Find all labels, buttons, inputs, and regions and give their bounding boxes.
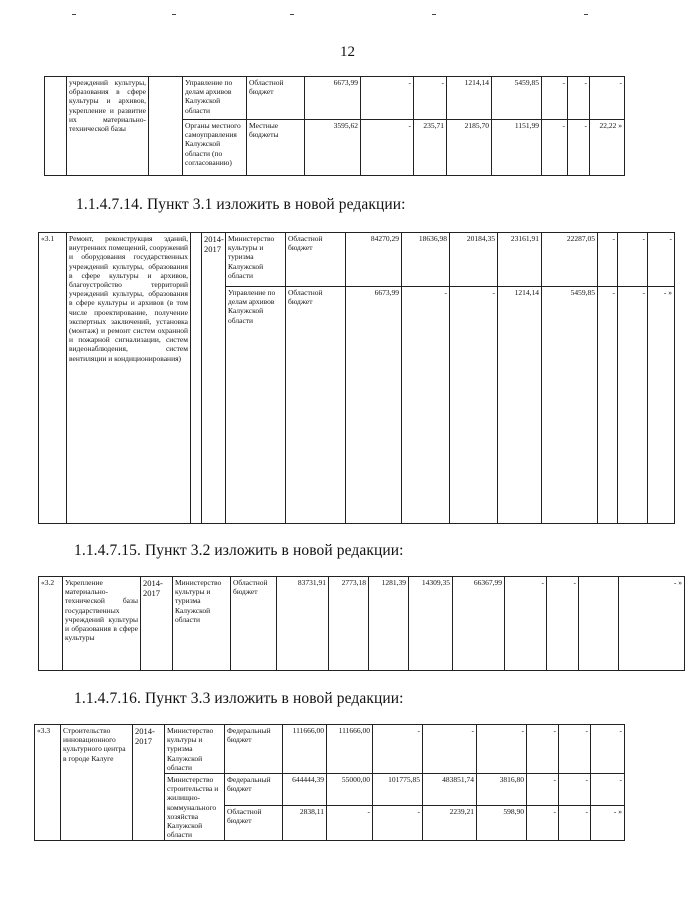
value-cell: 1214,14 <box>498 287 542 524</box>
value-cell: - » <box>648 287 675 524</box>
page-number: 12 <box>340 44 355 60</box>
value-cell: - <box>505 577 547 671</box>
value-cell: - <box>527 774 559 806</box>
value-cell: - <box>373 725 423 774</box>
value-cell: 23161,91 <box>498 233 542 287</box>
heading-3-3: 1.1.4.7.16. Пункт 3.3 изложить в новой редакции: <box>74 690 404 707</box>
value-cell: - <box>568 120 590 176</box>
value-cell: 598,90 <box>477 805 527 841</box>
value-cell: 1151,99 <box>492 120 542 176</box>
value-cell: - <box>618 287 648 524</box>
value-cell: 66367,99 <box>453 577 505 671</box>
executor-cell: Министерство культуры и туризма Калужской области <box>226 233 286 287</box>
value-cell: - <box>542 120 568 176</box>
value-cell: 3595,62 <box>305 120 361 176</box>
value-cell: - <box>590 77 625 120</box>
executor-cell: Министерство строительства и жилищно-коммунального хозяйства Калужской области <box>165 774 225 841</box>
value-cell: - <box>648 233 675 287</box>
heading-3-1: 1.1.4.7.14. Пункт 3.1 изложить в новой редакции: <box>76 196 406 213</box>
value-cell: 2239,21 <box>423 805 477 841</box>
value-cell: 6673,99 <box>346 287 402 524</box>
heading-3-2: 1.1.4.7.15. Пункт 3.2 изложить в новой редакции: <box>74 542 404 559</box>
value-cell: 644444,39 <box>283 774 327 806</box>
value-cell: - <box>361 120 414 176</box>
value-cell: 3816,80 <box>477 774 527 806</box>
table-item-3-2 <box>38 576 685 671</box>
value-cell: 111666,00 <box>327 725 373 774</box>
value-cell: 5459,85 <box>492 77 542 120</box>
value-cell: 22287,05 <box>542 233 598 287</box>
funding-source-cell: Местные бюджеты <box>247 120 305 176</box>
value-cell: - <box>559 725 591 774</box>
value-cell: - <box>542 77 568 120</box>
value-cell: 101775,85 <box>373 774 423 806</box>
item-years: 2014-2017 <box>202 233 226 524</box>
value-cell: - <box>477 725 527 774</box>
value-cell: - <box>402 287 450 524</box>
value-cell: - <box>609 725 625 774</box>
value-cell: - <box>327 805 373 841</box>
value-cell: - <box>450 287 498 524</box>
value-cell: 83731,91 <box>277 577 329 671</box>
value-cell: - <box>414 77 447 120</box>
item-years: 2014-2017 <box>133 725 165 841</box>
goal-cell: учреждений культуры, образования в сфере культуры и архивов, укрепление и развитие их материально-технической базы <box>67 77 149 176</box>
value-cell: 84270,29 <box>346 233 402 287</box>
funding-source-cell: Областной бюджет <box>225 805 283 841</box>
value-cell: 111666,00 <box>283 725 327 774</box>
funding-source-cell: Федеральный бюджет <box>225 774 283 806</box>
item-years: 2014-2017 <box>141 577 173 671</box>
value-cell: - » <box>609 805 625 841</box>
value-cell: - <box>598 287 618 524</box>
value-cell: - <box>598 233 618 287</box>
value-cell: - <box>559 774 591 806</box>
value-cell: - <box>609 774 625 806</box>
value-cell: 1214,14 <box>447 77 492 120</box>
table-continuation <box>44 76 625 176</box>
value-cell: - <box>423 725 477 774</box>
table-item-3-3 <box>34 724 625 841</box>
value-cell: 2838,11 <box>283 805 327 841</box>
funding-source-cell: Областной бюджет <box>231 577 277 671</box>
value-cell: 1281,39 <box>369 577 409 671</box>
value-cell: - <box>547 577 579 671</box>
value-cell: - <box>559 805 591 841</box>
item-number: «3.3 <box>35 725 61 841</box>
value-cell: - » <box>619 577 685 671</box>
funding-source-cell: Федеральный бюджет <box>225 725 283 774</box>
item-number: «3.2 <box>39 577 63 671</box>
value-cell: - <box>373 805 423 841</box>
executor-cell: Министерство культуры и туризма Калужской области <box>165 725 225 774</box>
value-cell: 235,71 <box>414 120 447 176</box>
value-cell: - <box>361 77 414 120</box>
value-cell: 14309,35 <box>409 577 453 671</box>
value-cell: 483851,74 <box>423 774 477 806</box>
funding-source-cell: Областной бюджет <box>286 233 346 287</box>
value-cell: 20184,35 <box>450 233 498 287</box>
value-cell: 2185,70 <box>447 120 492 176</box>
item-name: Строительство инновационного культурного центра в городе Калуге <box>61 725 133 841</box>
value-cell: 18636,98 <box>402 233 450 287</box>
value-cell: 5459,85 <box>542 287 598 524</box>
item-number: «3.1 <box>39 233 67 524</box>
value-cell: - <box>618 233 648 287</box>
funding-source-cell: Областной бюджет <box>247 77 305 120</box>
value-cell: - <box>527 725 559 774</box>
value-cell: 2773,18 <box>329 577 369 671</box>
funding-source-cell: Областной бюджет <box>286 287 346 524</box>
value-cell: 55000,00 <box>327 774 373 806</box>
table-item-3-1 <box>38 232 675 524</box>
value-cell: 22,22 » <box>590 120 625 176</box>
value-cell: 6673,99 <box>305 77 361 120</box>
executor-cell: Министерство культуры и туризма Калужской области <box>173 577 231 671</box>
executor-cell: Управление по делам архивов Калужской области <box>183 77 247 120</box>
value-cell: - <box>568 77 590 120</box>
executor-cell: Управление по делам архивов Калужской области <box>226 287 286 524</box>
value-cell: - <box>527 805 559 841</box>
item-name: Ремонт, реконструкция зданий, внутренних помещений, сооружений и оборудования государственных учреждений культуры, образования в сфере культуры и архивов, благоустройство территорий учреждений культуры, образования в сфере культуры и архивов (в том числе проектирование, получение экспертных заключений, установка (монтаж) и ремонт систем охранной и пожарной сигнализации, систем видеонаблюдения, систем вентиляции и кондиционирования) <box>67 233 191 524</box>
executor-cell: Органы местного самоуправления Калужской области (по согласованию) <box>183 120 247 176</box>
item-name: Укрепление материально-технической базы государственных учреждений культуры и образования в сфере культуры <box>63 577 141 671</box>
